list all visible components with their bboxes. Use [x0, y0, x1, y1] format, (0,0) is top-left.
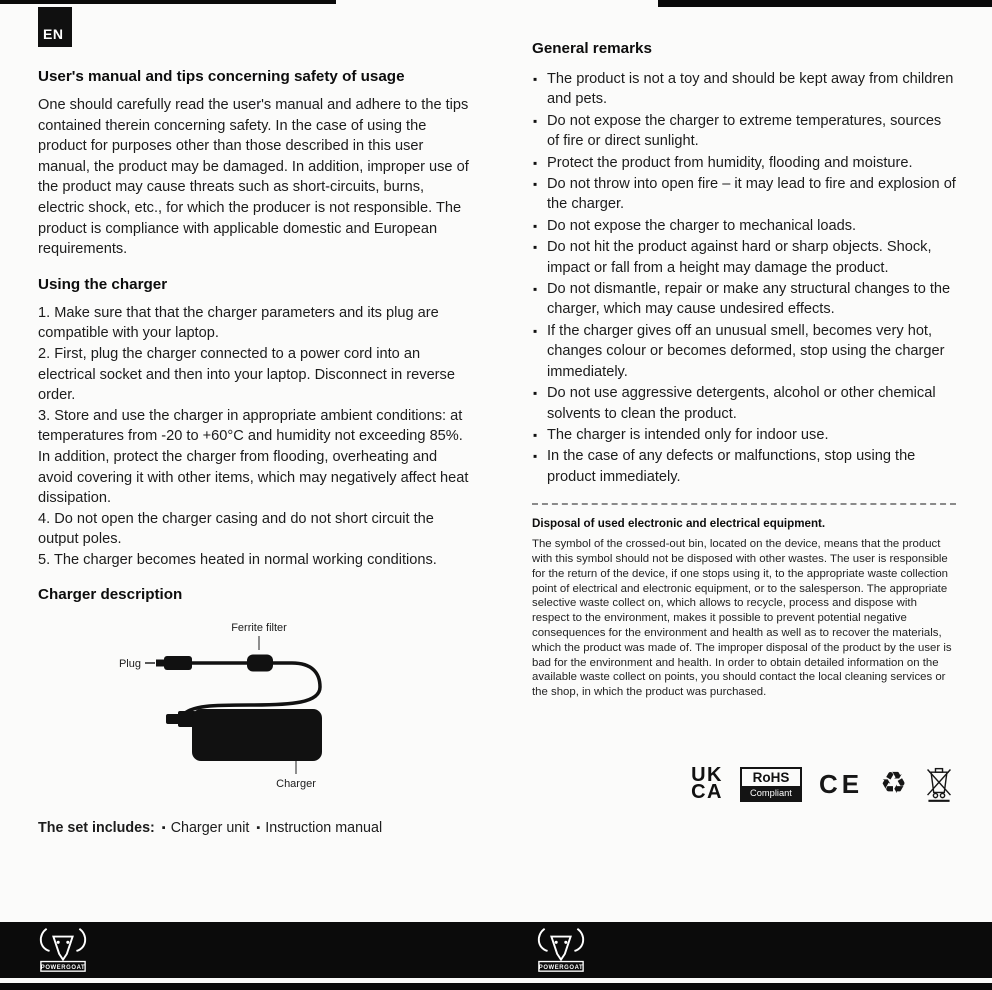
set-includes-items — [155, 820, 382, 836]
remark-item: ▪ Do not expose the charger to mechanical loads. — [532, 216, 956, 236]
rohs-compliant-label: Compliant — [742, 786, 800, 800]
scan-edge-bottom — [0, 983, 992, 990]
rohs-mark — [740, 767, 802, 802]
ferrite-filter-shape — [247, 655, 273, 672]
remark-item: ▪ In the case of any defects or malfunctions, stop using the product immediately. — [532, 446, 956, 487]
plug-label: Plug — [118, 658, 141, 671]
dc-connector — [166, 711, 196, 727]
charger-description-heading: Charger description — [38, 586, 183, 604]
ukca-mark — [691, 764, 723, 804]
remark-item: ▪ Protect the product from humidity, flooding and moisture. — [532, 153, 956, 173]
using-charger-heading: Using the charger — [38, 275, 168, 293]
ukca-bottom: CA — [691, 781, 723, 804]
remark-item: ▪ Do not dismantle, repair or make any structural changes to the charger, which may cause undesired effects. — [532, 279, 956, 320]
disposal-heading: Disposal of used electronic and electrical equipment. — [532, 517, 826, 531]
charger-brick — [192, 709, 322, 761]
compliance-marks — [532, 766, 956, 803]
remark-item: ▪ Do not use aggressive detergents, alcohol or other chemical solvents to clean the product. — [532, 383, 956, 424]
charger-label: Charger — [276, 778, 316, 791]
scan-edge-top-right — [658, 0, 992, 7]
general-remarks-list — [532, 69, 956, 487]
powergoat-logo — [34, 925, 92, 975]
remark-item: ▪ The product is not a toy and should be kept away from children and pets. — [532, 69, 956, 110]
plug-shape — [156, 656, 192, 670]
charger-diagram-svg — [38, 617, 470, 797]
step-item: 5. The charger becomes heated in normal working conditions. — [38, 551, 437, 568]
remark-item: ▪ Do not throw into open fire – it may lead to fire and explosion of the charger. — [532, 174, 956, 215]
disposal-paragraph: The symbol of the crossed-out bin, located on the device, means that the product with this symbol should not be disposed with other wastes. The user is responsible for the return of the device, if one stops using it, to the appropriate waste collection point of electrical and electronic equipment, or to the salesperson. The appropriate selective waste collect on, which allows to recycle, process and dispose with respect to the environment, makes it possible to prevent potential negative consequences for the environment and health as well as to recover the materials, which the product was made of. The improper disposal of the product by the user is bad for the environment and health. In order to obtain detailed information on the available waste collect on points, you should contact the local cleaning services or the shop, in which the product was purchased. — [532, 538, 952, 699]
remark-item: ▪ Do not expose the charger to extreme temperatures, sources of fire or direct sunlight. — [532, 111, 956, 152]
remark-item: ▪ Do not hit the product against hard or sharp objects. Shock, impact or fall from a height may damage the product. — [532, 237, 956, 278]
step-item: 2. First, plug the charger connected to a power cord into an electrical socket and then into your laptop. Disconnect in reverse order. — [38, 345, 455, 404]
dashed-divider — [532, 503, 956, 505]
ukca-top: UK — [691, 764, 723, 787]
using-charger-steps — [38, 303, 470, 571]
ce-mark: CE — [818, 768, 864, 799]
general-remarks-heading: General remarks — [532, 40, 652, 57]
safety-heading: User's manual and tips concerning safety of usage — [38, 68, 405, 85]
set-includes-label: The set includes: — [38, 820, 155, 837]
step-item: 1. Make sure that that the charger parameters and its plug are compatible with your laptop. — [38, 304, 439, 342]
rohs-label: RoHS — [752, 770, 790, 786]
ferrite-filter-label: Ferrite filter — [231, 622, 287, 635]
language-badge: EN — [38, 7, 72, 47]
recycle-icon: ♻ — [880, 767, 907, 801]
set-includes-item: ▪ Instruction manual — [256, 820, 382, 836]
powergoat-logo — [532, 925, 590, 975]
powergoat-wordmark: POWERGOAT — [40, 964, 86, 971]
remark-item: ▪ If the charger gives off an unusual smell, becomes very hot, changes colour or becomes deformed, stop using the charger immediately. — [532, 321, 956, 382]
step-item: 4. Do not open the charger casing and do not short circuit the output poles. — [38, 510, 434, 548]
safety-paragraph: One should carefully read the user's manual and adhere to the tips contained therein concerning safety. In the case of using the product for purposes other than those described in this user manual, the product may be damaged. In addition, improper use of the product may cause threats such as short-circuits, burns, electric shock, etc., for which the producer is not responsible. The product is compliance with applicable domestic and European requirements. — [38, 97, 469, 258]
left-column — [38, 60, 470, 836]
set-includes-item: ▪ Charger unit — [162, 820, 250, 836]
powergoat-wordmark: POWERGOAT — [538, 964, 584, 971]
step-item: 3. Store and use the charger in appropriate ambient conditions: at temperatures from -20 to +60°C and humidity not exceeding 85%. In addition, protect the charger from flooding, overheating and avoid covering it with other items, which may negatively affect heat dissipation. — [38, 407, 469, 507]
charger-diagram — [38, 617, 470, 802]
scan-edge-top-left — [0, 0, 336, 4]
footer-bar — [0, 922, 992, 978]
set-includes — [38, 820, 470, 836]
remark-item: ▪ The charger is intended only for indoor use. — [532, 425, 956, 445]
right-column — [532, 32, 956, 803]
weee-bin-icon — [924, 766, 954, 803]
